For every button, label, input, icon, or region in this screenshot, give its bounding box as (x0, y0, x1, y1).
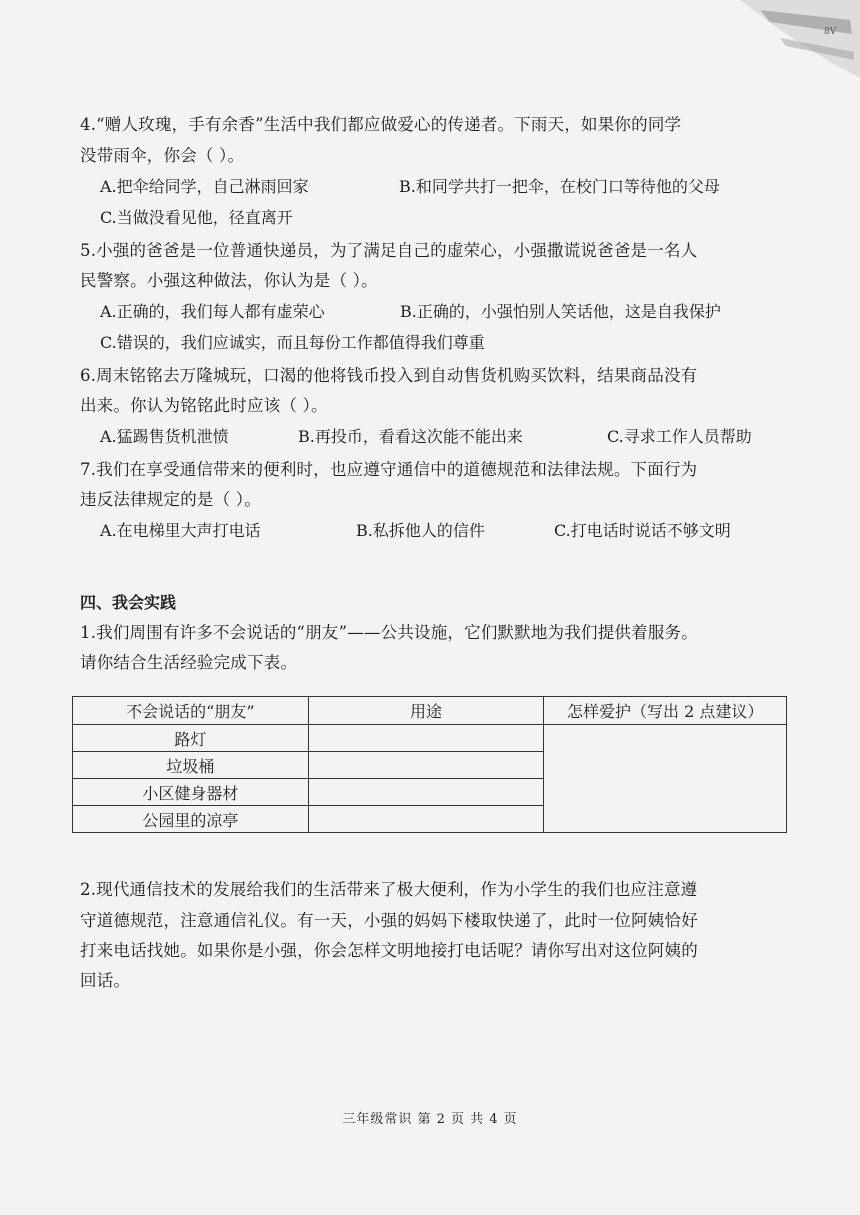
page-footer: 三年级常识 第 2 页 共 4 页 (342, 1112, 518, 1127)
q6-option-b: B.再投币，看看这次能不能出来 (298, 427, 523, 446)
table-cell-facility: 公园里的凉亭 (73, 806, 309, 833)
q5-option-b: B.正确的，小强怕别人笑话他，这是自我保护 (400, 302, 721, 321)
q7-option-c: C.打电话时说话不够文明 (554, 521, 731, 540)
q4-option-b: B.和同学共打一把伞，在校门口等待他的父母 (399, 177, 720, 196)
q7-text-line1: 7.我们在享受通信带来的便利时，也应遵守通信中的道德规范和法律法规。下面行为 (80, 460, 698, 479)
q4-option-c: C.当做没看见他，径直离开 (100, 208, 293, 227)
q6-option-c: C.寻求工作人员帮助 (607, 427, 752, 446)
facilities-table (72, 696, 787, 833)
table-cell-facility: 垃圾桶 (73, 752, 309, 779)
q5-option-c: C.错误的，我们应诚实，而且每份工作都值得我们尊重 (100, 333, 485, 352)
practice2-text-line4: 回话。 (80, 971, 131, 990)
q6-text-line1: 6.周末铭铭去万隆城玩，口渴的他将钱币投入到自动售货机购买饮料，结果商品没有 (80, 366, 698, 385)
practice1-text-line2: 请你结合生活经验完成下表。 (80, 653, 298, 672)
corner-label: 8V (824, 27, 837, 37)
q7-option-b: B.私拆他人的信件 (356, 521, 485, 540)
table-header-use: 用途 (308, 697, 544, 725)
q5-text-line2: 民警察。小强这种做法，你认为是（ ）。 (80, 271, 378, 290)
table-row (73, 725, 787, 752)
table-cell-use-blank[interactable] (308, 779, 544, 806)
q5-text-line1: 5.小强的爸爸是一位普通快递员，为了满足自己的虚荣心，小强撒谎说爸爸是一名人 (80, 241, 698, 260)
q4-option-a: A.把伞给同学，自己淋雨回家 (100, 177, 309, 196)
table-cell-facility: 小区健身器材 (73, 779, 309, 806)
table-header-care: 怎样爱护（写出 2 点建议） (544, 697, 787, 725)
table-header-friend: 不会说话的“朋友” (73, 697, 309, 725)
practice1-text-line1: 1.我们周围有许多不会说话的“朋友”——公共设施，它们默默地为我们提供着服务。 (80, 623, 698, 642)
q6-option-a: A.猛踢售货机泄愤 (100, 427, 229, 446)
table-cell-care-blank[interactable] (544, 725, 787, 833)
section-title: 四、我会实践 (80, 593, 177, 612)
q4-text-line2: 没带雨伞，你会（ ）。 (80, 146, 245, 165)
q6-text-line2: 出来。你认为铭铭此时应该（ ）。 (80, 396, 328, 415)
table-cell-use-blank[interactable] (308, 806, 544, 833)
q7-option-a: A.在电梯里大声打电话 (100, 521, 261, 540)
practice2-text-line1: 2.现代通信技术的发展给我们的生活带来了极大便利，作为小学生的我们也应注意遵 (80, 880, 698, 899)
table-cell-use-blank[interactable] (308, 752, 544, 779)
corner-scan-mark (720, 0, 860, 80)
table-header-row (73, 697, 787, 725)
q5-option-a: A.正确的，我们每人都有虚荣心 (100, 302, 325, 321)
practice2-text-line3: 打来电话找她。如果你是小强，你会怎样文明地接打电话呢？请你写出对这位阿姨的 (80, 941, 698, 960)
table-cell-facility: 路灯 (73, 725, 309, 752)
practice2-text-line2: 守道德规范，注意通信礼仪。有一天，小强的妈妈下楼取快递了，此时一位阿姨恰好 (80, 911, 698, 930)
table-cell-use-blank[interactable] (308, 725, 544, 752)
q4-text-line1: 4.“赠人玫瑰，手有余香”生活中我们都应做爱心的传递者。下雨天，如果你的同学 (80, 115, 682, 134)
q7-text-line2: 违反法律规定的是（ ）。 (80, 490, 261, 509)
